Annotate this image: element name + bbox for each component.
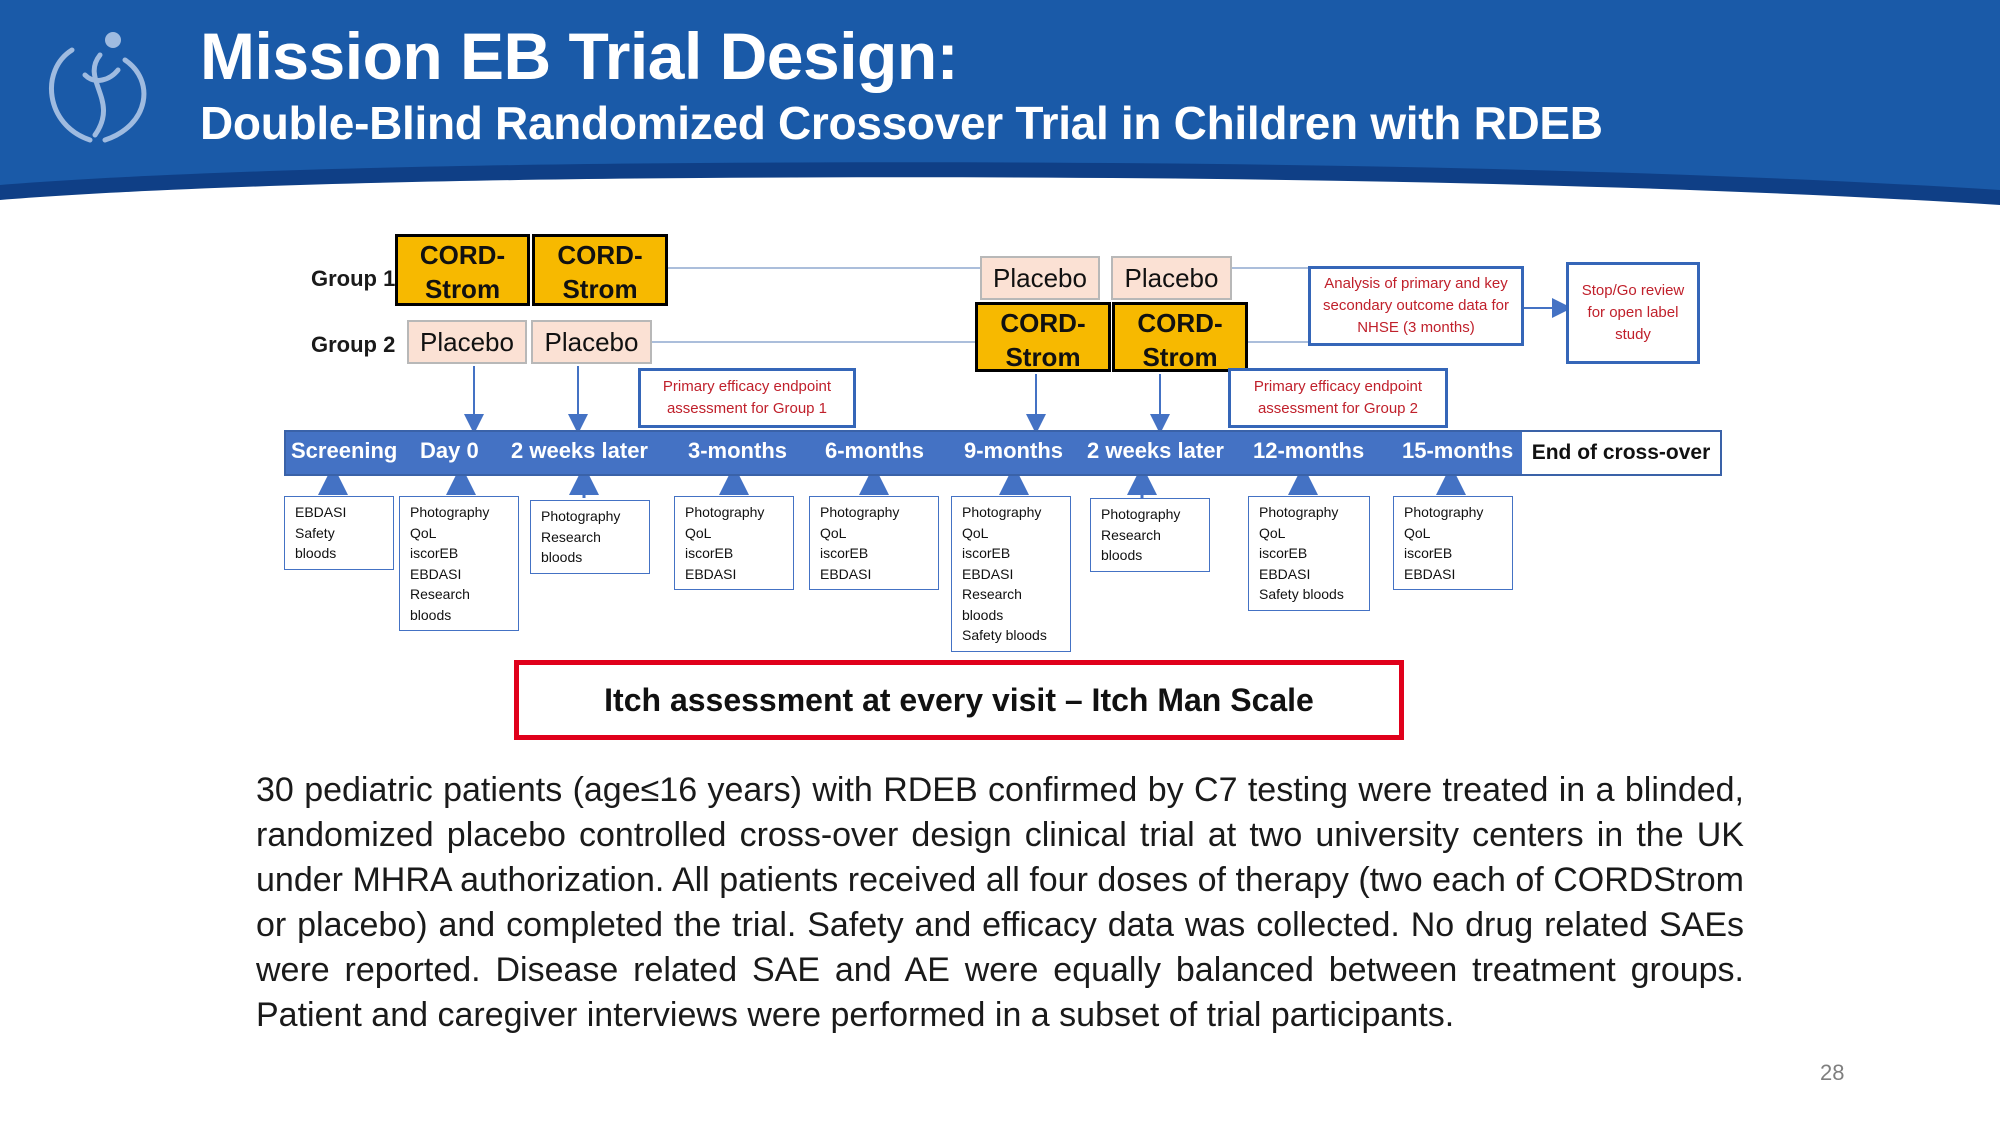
timeline-3-months: 3-months (688, 438, 787, 463)
group1-dose4-placebo: Placebo (1111, 256, 1232, 300)
timeline-6-months: 6-months (825, 438, 924, 463)
assessment-item: Photography (1404, 504, 1484, 520)
assessment-item: iscorEB (1404, 545, 1453, 561)
analysis-note: Analysis of primary and key secondary outcome data for NHSE (3 months) (1308, 266, 1524, 346)
timeline-screening: Screening (291, 438, 398, 463)
timeline-day-0: Day 0 (420, 438, 479, 463)
trial-summary-paragraph: 30 pediatric patients (age≤16 years) with RDEB confirmed by C7 testing were treated in a blinded, randomized placebo controlled cross-over design clinical trial at two university centers in the UK under MHRA authorization. All patients received all four doses of therapy (two each of CORDStrom or placebo) and completed the trial. Safety and efficacy data was collected. No drug related SAEs were reported. Disease related SAE and AE were equally balanced between treatment groups. Patient and caregiver interviews were performed in a subset of trial participants. (256, 771, 1744, 1034)
assessment-item: EBDASI (1404, 565, 1456, 582)
assessment-2-weeks-later-2 (1090, 498, 1210, 572)
primary-endpoint-group1-note: Primary efficacy endpoint assessment for Group 1 (638, 368, 856, 428)
page-subtitle: Double-Blind Randomized Crossover Trial in Children with RDEB (200, 97, 1603, 149)
timeline-end-of-crossover: End of cross-over (1522, 432, 1720, 474)
assessment-item: Photography (410, 504, 490, 520)
assessment-item: QoL (1259, 524, 1286, 541)
assessment-item: Safety bloods (962, 627, 1047, 643)
assessment-item: bloods (410, 606, 452, 623)
assessment-12-months (1248, 496, 1370, 611)
assessment-2-weeks (530, 500, 650, 574)
assessment-item: EBDASI (295, 504, 347, 520)
assessment-item: Research (962, 586, 1022, 602)
timeline-9-months: 9-months (964, 438, 1063, 463)
assessment-item: bloods (541, 549, 583, 565)
timeline-15-months: 15-months (1402, 438, 1514, 463)
assessment-item: iscorEB (410, 545, 459, 561)
assessment-item: Photography (1101, 506, 1181, 522)
assessment-item: EBDASI (410, 565, 462, 582)
assessment-item: Research (1101, 526, 1161, 543)
group1-dose2-cordstrom: CORD- Strom (532, 234, 668, 306)
assessment-item: QoL (962, 524, 989, 541)
group1-dose3-placebo: Placebo (980, 256, 1100, 300)
assessment-item: Photography (962, 504, 1042, 520)
assessment-item: EBDASI (820, 565, 872, 582)
group2-dose3-cordstrom: CORD- Strom (975, 302, 1111, 372)
group2-dose2-placebo: Placebo (531, 320, 652, 364)
timeline-12-months: 12-months (1253, 438, 1365, 463)
assessment-screening (284, 496, 394, 570)
timeline-2-weeks-later-2: 2 weeks later (1087, 438, 1224, 463)
assessment-item: QoL (685, 524, 712, 541)
assessment-day-0 (399, 496, 519, 631)
assessment-item: Research (541, 528, 601, 545)
assessment-item: Photography (1259, 504, 1339, 520)
group2-dose4-cordstrom: CORD- Strom (1112, 302, 1248, 372)
assessment-item: iscorEB (820, 545, 869, 561)
assessment-item: Safety bloods (1259, 586, 1344, 602)
assessment-item: iscorEB (1259, 545, 1308, 561)
group-2-label: Group 2 (311, 332, 396, 357)
assessment-item: bloods (962, 606, 1004, 623)
assessment-3-months (674, 496, 794, 590)
assessment-item: iscorEB (962, 545, 1011, 561)
assessment-item: QoL (1404, 524, 1431, 541)
group-1-label: Group 1 (311, 266, 396, 291)
assessment-item: bloods (1101, 547, 1143, 563)
stop-go-note: Stop/Go review for open label study (1566, 262, 1700, 364)
assessment-item: Photography (541, 508, 621, 524)
itch-assessment-banner: Itch assessment at every visit – Itch Man Scale (514, 660, 1404, 740)
assessment-item: Photography (820, 504, 900, 520)
primary-endpoint-group2-note: Primary efficacy endpoint assessment for Group 2 (1228, 368, 1448, 428)
assessment-item: Safety (295, 524, 335, 541)
group1-dose1-cordstrom: CORD- Strom (395, 234, 530, 306)
assessment-item: QoL (410, 524, 437, 541)
assessment-6-months (809, 496, 939, 590)
assessment-item: iscorEB (685, 545, 734, 561)
group2-dose1-placebo: Placebo (407, 320, 527, 364)
page-title: Mission EB Trial Design: (200, 19, 959, 93)
assessment-15-months (1393, 496, 1513, 590)
assessment-item: EBDASI (1259, 565, 1311, 582)
timeline-2-weeks: 2 weeks later (511, 438, 648, 463)
assessment-item: EBDASI (685, 565, 737, 582)
page-number: 28 (1820, 1060, 1845, 1085)
assessment-item: Photography (685, 504, 765, 520)
assessment-item: bloods (295, 545, 337, 561)
assessment-9-months (951, 496, 1071, 652)
assessment-item: EBDASI (962, 565, 1014, 582)
assessment-item: QoL (820, 524, 847, 541)
assessment-item: Research (410, 586, 470, 602)
